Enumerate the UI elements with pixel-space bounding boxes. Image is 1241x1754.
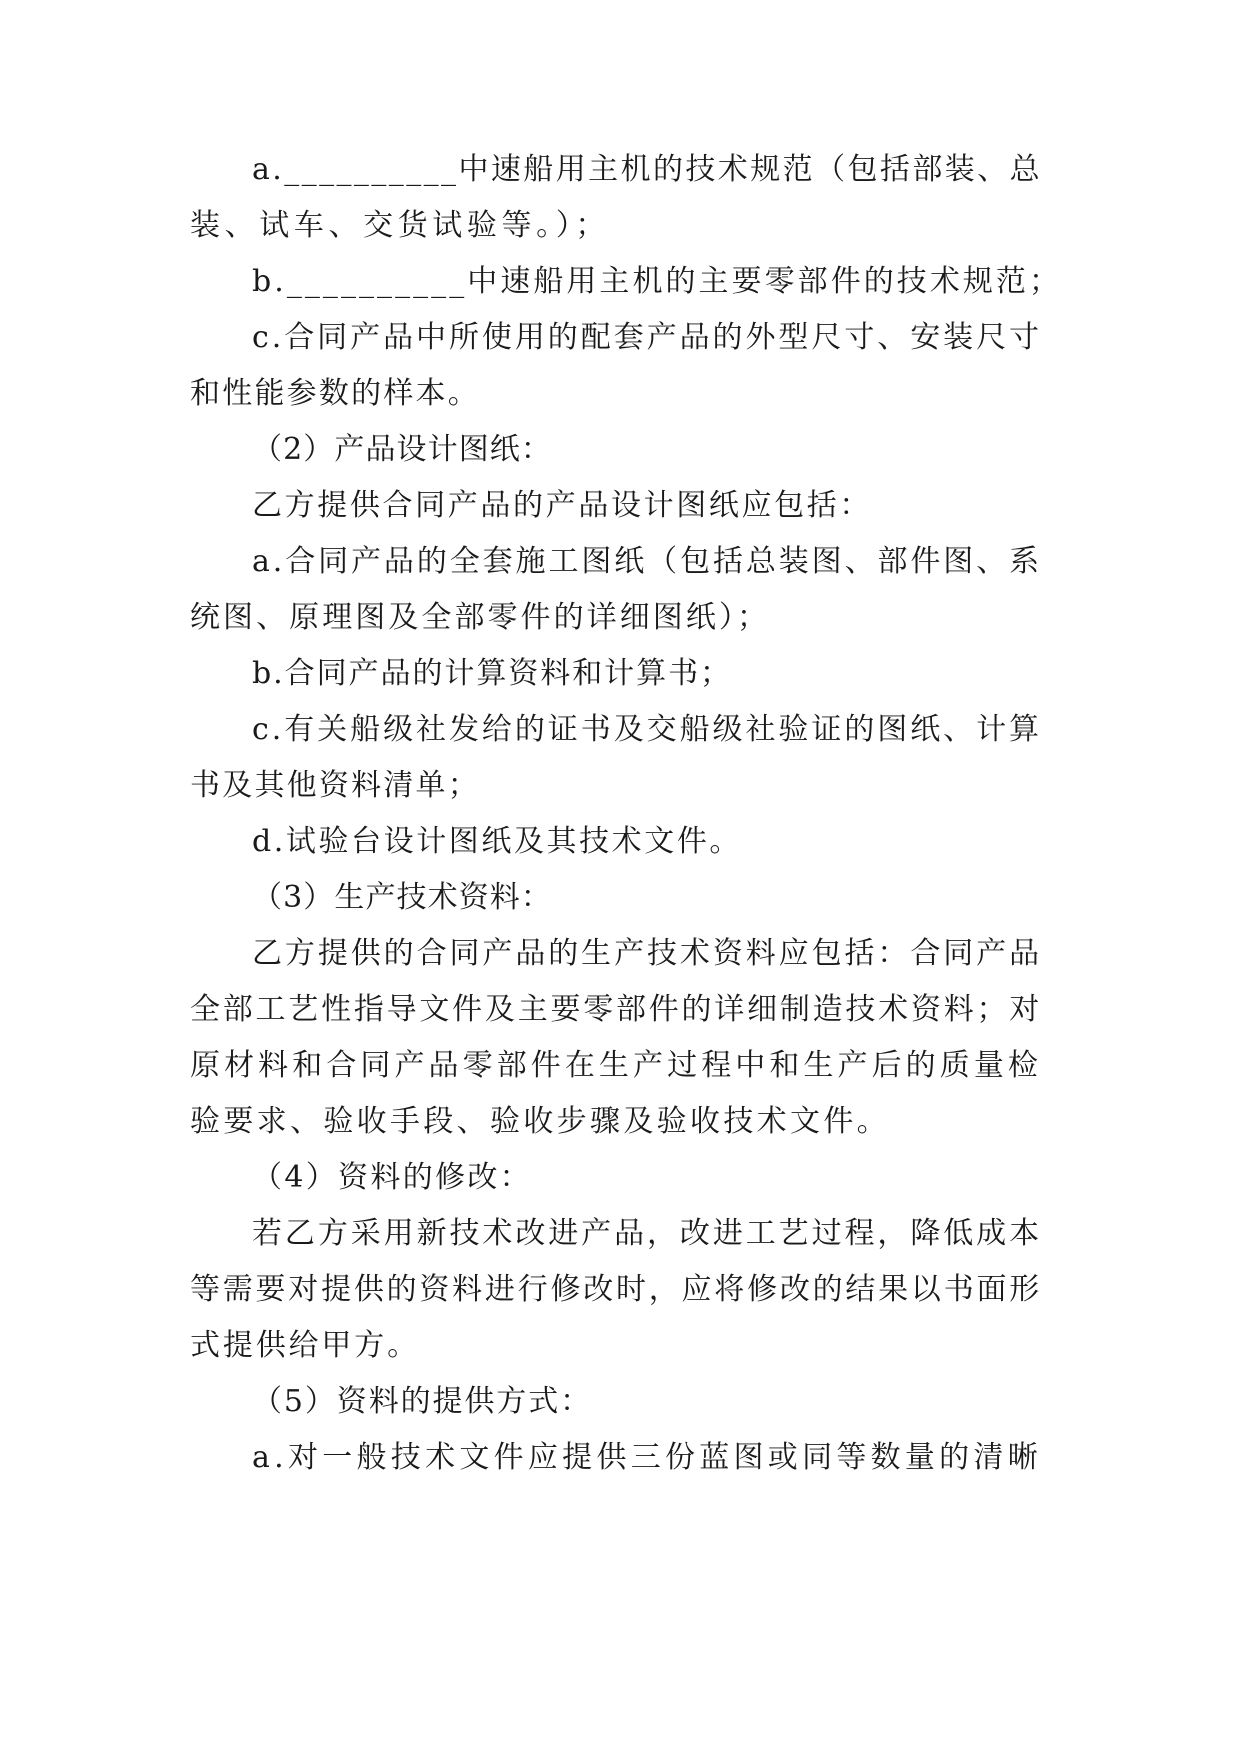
- text-line: b.合同产品的计算资料和计算书；: [252, 656, 732, 691]
- text-line: 等需要对提供的资料进行修改时，应将修改的结果以书面形: [190, 1272, 1042, 1307]
- text-line: 书及其他资料清单；: [190, 768, 480, 803]
- text-line: 乙方提供合同产品的产品设计图纸应包括：: [252, 488, 872, 523]
- text-line: 乙方提供的合同产品的生产技术资料应包括：合同产品: [252, 936, 1042, 971]
- section-heading: （5）资料的提供方式：: [252, 1384, 592, 1419]
- text-line: a.合同产品的全套施工图纸（包括总装图、部件图、系: [252, 544, 1042, 579]
- text-line: a.对一般技术文件应提供三份蓝图或同等数量的清晰: [252, 1440, 1042, 1475]
- text-line: c.有关船级社发给的证书及交船级社验证的图纸、计算: [252, 712, 1042, 747]
- text-line: d.试验台设计图纸及其技术文件。: [252, 824, 742, 859]
- text-line: a.__________中速船用主机的技术规范（包括部装、总: [252, 152, 1042, 187]
- text-line: 全部工艺性指导文件及主要零部件的详细制造技术资料；对: [190, 992, 1042, 1027]
- text-line: 装、试车、交货试验等。）；: [190, 208, 610, 243]
- text-line: 若乙方采用新技术改进产品，改进工艺过程，降低成本: [252, 1216, 1042, 1251]
- text-line: 原材料和合同产品零部件在生产过程中和生产后的质量检: [190, 1048, 1042, 1083]
- section-heading: （3）生产技术资料：: [252, 880, 552, 915]
- section-heading: （4）资料的修改：: [252, 1160, 532, 1195]
- text-line: c.合同产品中所使用的配套产品的外型尺寸、安装尺寸: [252, 320, 1042, 355]
- text-line: 统图、原理图及全部零件的详细图纸）；: [190, 600, 770, 635]
- text-line: 验要求、验收手段、验收步骤及验收技术文件。: [190, 1104, 890, 1139]
- text-line: 式提供给甲方。: [190, 1328, 420, 1363]
- text-line: 和性能参数的样本。: [190, 376, 480, 411]
- text-line: b.__________中速船用主机的主要零部件的技术规范；: [252, 264, 1062, 299]
- section-heading: （2）产品设计图纸：: [252, 432, 552, 467]
